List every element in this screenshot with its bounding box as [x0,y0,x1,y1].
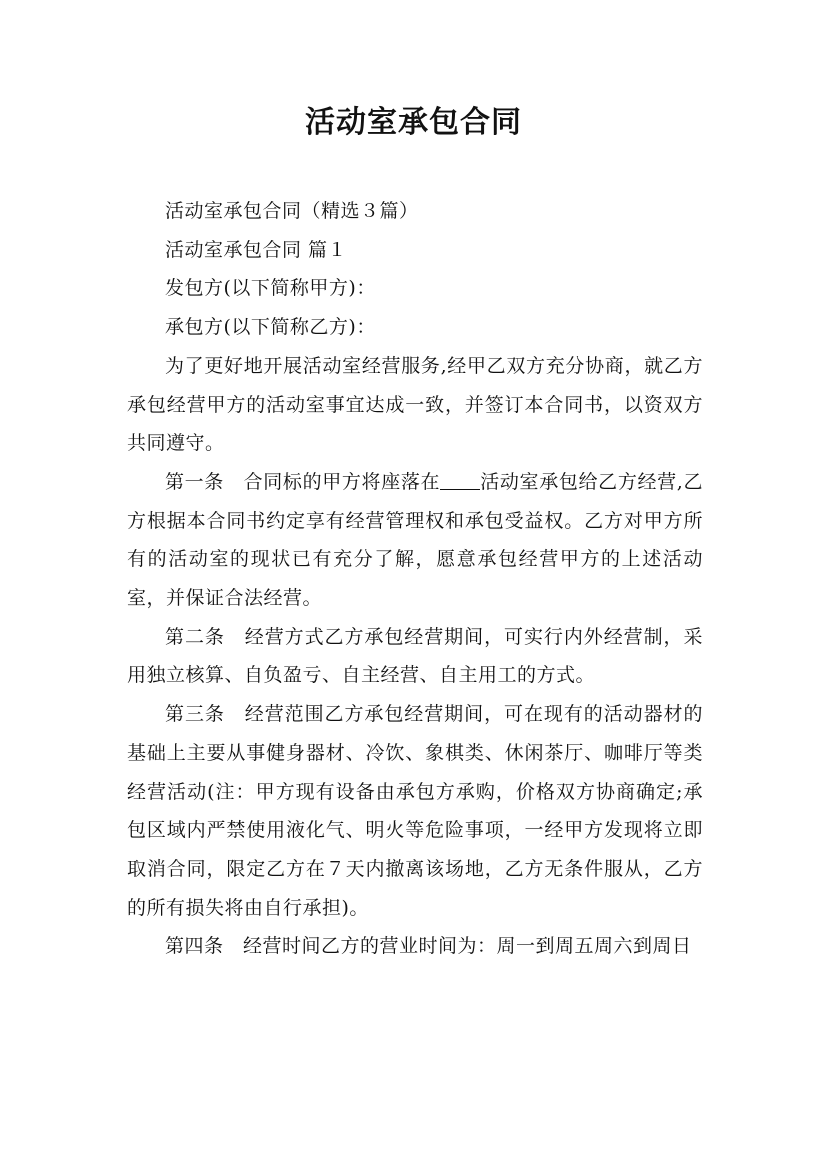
document-body [127,192,703,966]
article-1-text-start: 第一条 合同标的甲方将座落在 [165,470,441,493]
party-a-label: 发包方(以下简称甲方)： [165,277,376,300]
subtitle-line: 活动室承包合同（精选３篇） [165,200,419,222]
article-1-text-end: 活动室承包给乙方经营,乙方根据本合同书约定享有经营管理权和承包受益权。乙方对甲方所有的活动室的现状已有充分了解，愿意承包经营甲方的上述活动室，并保证合法经营。 [127,470,703,610]
article-2-paragraph: 第二条 经营方式乙方承包经营期间，可实行内外经营制，采用独立核算、自负盈亏、自主经营、自主用工的方式。 [127,625,703,687]
article-4-paragraph: 第四条 经营时间乙方的营业时间为：周一到周五周六到周日 [165,935,692,958]
intro-paragraph: 为了更好地开展活动室经营服务,经甲乙双方充分协商，就乙方承包经营甲方的活动室事宜达成一致，并签订本合同书，以资双方共同遵守。 [127,354,703,455]
article-1-paragraph [127,463,703,618]
article-3-paragraph: 第三条 经营范围乙方承包经营期间，可在现有的活动器材的基础上主要从事健身器材、冷饮、象棋类、休闲茶厅、咖啡厅等类经营活动(注：甲方现有设备由承包方承购，价格双方协商确定;承包区域内严禁使用液化气、明火等危险事项，一经甲方发现将立即取消合同，限定乙方在７天内撤离该场地，乙方无条件服从，乙方的所有损失将由自行承担)。 [127,703,703,919]
fill-in-blank [440,470,480,490]
chapter-heading: 活动室承包合同 篇１ [165,238,348,261]
document-title: 活动室承包合同 [305,105,522,140]
party-b-label: 承包方(以下简称乙方)： [165,316,376,339]
